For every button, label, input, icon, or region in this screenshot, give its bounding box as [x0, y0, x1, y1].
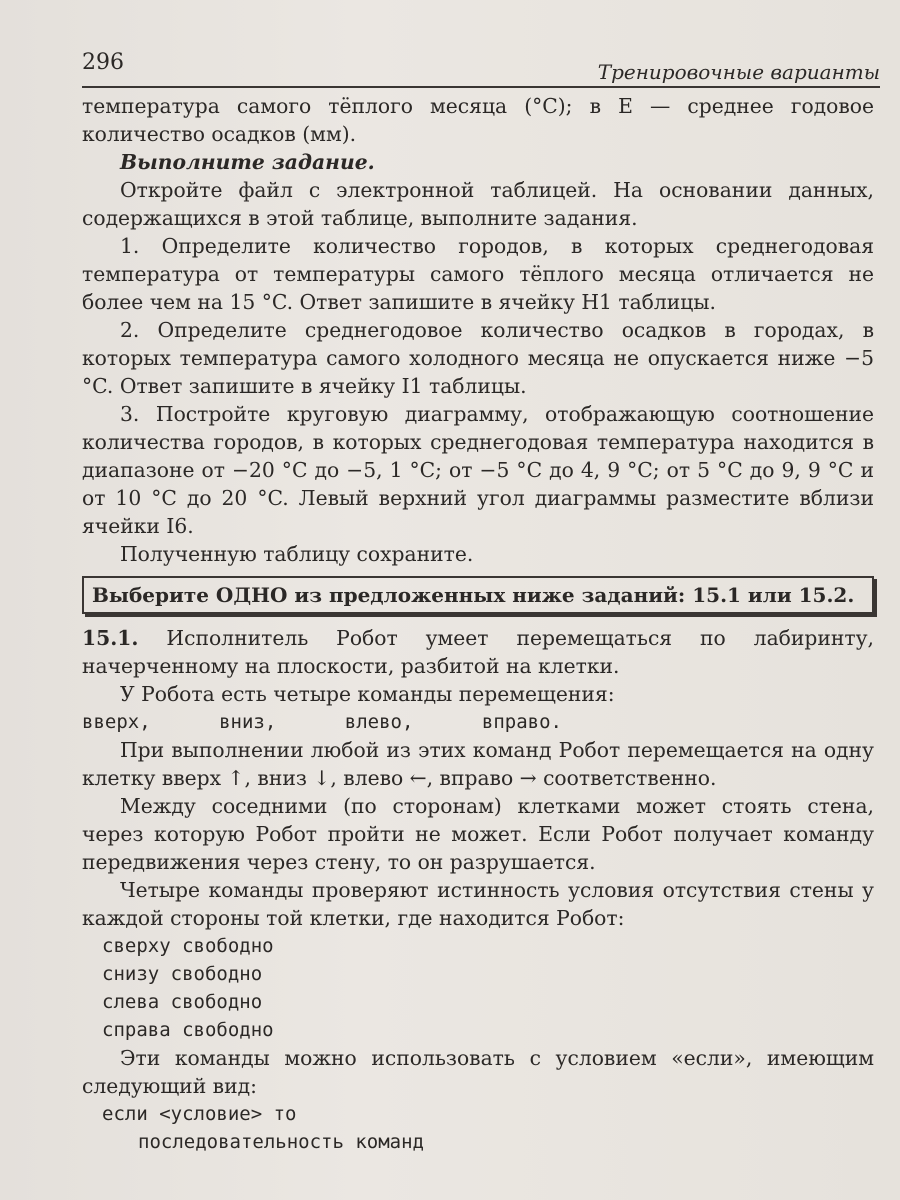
paragraph-if-usage: Эти команды можно использовать с условием «если», имеющим следующий вид:: [82, 1046, 874, 1098]
command-down: вниз,: [219, 711, 277, 733]
running-title: Тренировочные варианты: [597, 60, 880, 84]
task-heading-text: Выполните задание.: [120, 150, 375, 174]
task-item-3: 3. Постройте круговую диаграмму, отображающую соотношение количества городов, в которых среднегодовая температура находится в диапазоне от −20 °C до −5, 1 °C; от −5 °C до 4, 9 °C; от 5 °C до 9, 9 °C и от 10 °C до 20 °C. Левый верхний угол диаграммы разместите вблизи ячейки I6.: [82, 402, 874, 538]
paragraph-movement: При выполнении любой из этих команд Робот перемещается на одну клетку вверх ↑, вниз ↓, влево ←, вправо → соответственно.: [82, 738, 874, 790]
task-15-1-number: 15.1.: [82, 626, 139, 650]
task-item-1: 1. Определите количество городов, в которых среднегодовая температура от температуры самого тёплого месяца отличается не более чем на 15 °C. Ответ запишите в ячейку H1 таблицы.: [82, 234, 874, 314]
code-sequence-line: последовательность команд: [138, 1131, 424, 1153]
page-number: 296: [82, 50, 124, 75]
command-list: [82, 708, 562, 736]
paragraph-conditions: Четыре команды проверяют истинность условия отсутствия стены у каждой стороны той клетки, где находится Робот:: [82, 878, 874, 930]
paragraph-save: Полученную таблицу сохраните.: [120, 542, 474, 566]
choice-banner: Выберите ОДНО из предложенных ниже заданий: 15.1 или 15.2.: [82, 576, 874, 614]
page-body: [82, 92, 874, 1156]
condition-bottom-free: снизу свободно: [102, 963, 263, 985]
code-if-line: если <условие> то: [102, 1103, 297, 1125]
condition-right-free: справа свободно: [102, 1019, 274, 1041]
page-header: [82, 46, 880, 88]
paragraph-columns-description: температура самого тёплого месяца (°C); в E — среднее годовое количество осадков (мм).: [82, 94, 874, 146]
task-15-1-text: Исполнитель Робот умеет перемещаться по лабиринту, начерченному на плоскости, разбитой на клетки.: [82, 626, 875, 678]
paragraph-open-file: Откройте файл с электронной таблицей. На основании данных, содержащихся в этой таблице, выполните задания.: [82, 178, 874, 230]
command-left: влево,: [344, 711, 414, 733]
command-up: вверх,: [82, 711, 151, 733]
command-right: вправо.: [481, 711, 562, 733]
task-item-2: 2. Определите среднегодовое количество осадков в городах, в которых температура самого холодного месяца не опускается ниже −5 °C. Ответ запишите в ячейку I1 таблицы.: [82, 318, 874, 398]
condition-left-free: слева свободно: [102, 991, 263, 1013]
task-heading: [82, 148, 874, 176]
paragraph-robot-commands: У Робота есть четыре команды перемещения:: [120, 682, 615, 706]
condition-top-free: сверху свободно: [102, 935, 274, 957]
paragraph-walls: Между соседними (по сторонам) клетками может стоять стена, через которую Робот пройти не может. Если Робот получает команду передвижения через стену, то он разрушается.: [82, 794, 874, 874]
task-15-1: [82, 624, 874, 680]
